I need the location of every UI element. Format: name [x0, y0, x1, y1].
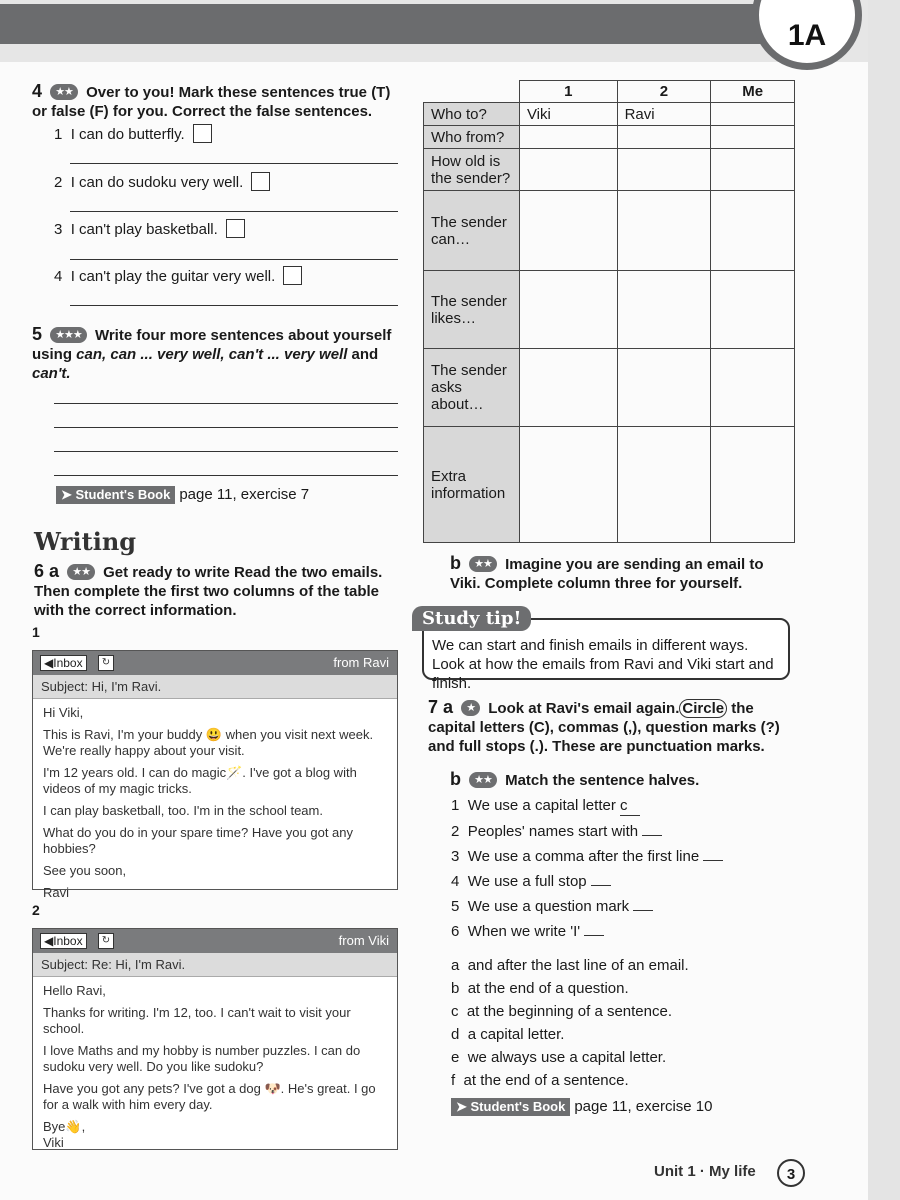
- row-label: Who to?: [424, 103, 520, 126]
- item-text: When we write 'I': [467, 923, 581, 940]
- students-book-reference: [56, 486, 309, 504]
- section-heading-writing: Writing: [34, 527, 137, 556]
- table-cell[interactable]: [519, 149, 617, 191]
- table-cell[interactable]: [711, 349, 795, 427]
- difficulty-stars: ★★: [67, 564, 95, 580]
- exercise-instruction: Over to you! Mark these sentences true (T) or false (F) for you. Correct the false sentences.: [32, 84, 391, 120]
- exercise-5: [32, 325, 392, 383]
- exercise-letter: b: [450, 769, 461, 789]
- item-text: I can't play the guitar very well.: [70, 268, 276, 285]
- email-body: [33, 699, 397, 913]
- exercise-number: 5: [32, 324, 43, 344]
- option-letter: d: [451, 1026, 460, 1043]
- unit-code: 1A: [787, 19, 827, 52]
- row-label: Extra information: [424, 427, 520, 543]
- ex4-item-2: [54, 172, 270, 192]
- table-cell[interactable]: [711, 149, 795, 191]
- option-letter: b: [451, 980, 460, 997]
- table-header-cell: 2: [617, 81, 711, 103]
- answer-line[interactable]: [70, 259, 398, 260]
- email-label: 2: [32, 902, 40, 918]
- match-item: [451, 821, 662, 841]
- instruction-italic: can't.: [32, 365, 71, 382]
- study-tip-tag: Study tip!: [412, 606, 531, 631]
- item-text: I can't play basketball.: [70, 221, 218, 238]
- email-line: Ravi: [43, 885, 70, 900]
- table-cell[interactable]: Ravi: [617, 103, 711, 126]
- ex4-item-3: [54, 219, 245, 239]
- inbox-button[interactable]: ◀Inbox: [40, 655, 87, 671]
- answer-line[interactable]: [70, 305, 398, 306]
- answer-blank[interactable]: [703, 846, 723, 861]
- email-1: [32, 650, 398, 900]
- option-letter: a: [451, 957, 460, 974]
- table-row: [424, 427, 795, 543]
- option-text: and after the last line of an email.: [467, 957, 689, 974]
- table-header-cell: Me: [711, 81, 795, 103]
- reference-text: page 11, exercise 10: [574, 1098, 713, 1115]
- refresh-icon[interactable]: ↻: [98, 933, 114, 949]
- table-cell[interactable]: [617, 427, 711, 543]
- footer-separator: ·: [699, 1163, 705, 1180]
- email-body: [33, 977, 397, 1163]
- answer-blank[interactable]: [584, 921, 604, 936]
- ex4-item-4: [54, 266, 302, 286]
- option-text: at the beginning of a sentence.: [466, 1003, 673, 1020]
- answer-line[interactable]: [70, 211, 398, 212]
- instruction-text: Imagine you are sending an email to Viki. Complete column three for yourself.: [450, 556, 764, 592]
- answer-blank[interactable]: [591, 871, 611, 886]
- true-false-checkbox[interactable]: [226, 219, 245, 238]
- answer-line[interactable]: [54, 475, 398, 476]
- item-number: 4: [54, 268, 63, 285]
- email-line: Hi Viki,: [43, 705, 84, 720]
- item-text: I can do sudoku very well.: [70, 174, 244, 191]
- option-letter: f: [451, 1072, 456, 1089]
- match-option: [451, 979, 629, 998]
- email-sender: from Ravi: [333, 655, 389, 670]
- instruction-italic: can, can ... very well, can't ... very well: [76, 346, 348, 363]
- table-cell[interactable]: Viki: [519, 103, 617, 126]
- students-book-tag: ➤ Student's Book: [56, 486, 175, 504]
- table-cell[interactable]: [711, 271, 795, 349]
- table-row: [424, 149, 795, 191]
- instruction-text: Look at Ravi's email again.: [488, 700, 680, 717]
- table-cell[interactable]: [711, 427, 795, 543]
- exercise-number: 7 a: [428, 697, 454, 717]
- students-book-reference: [451, 1098, 713, 1116]
- difficulty-stars: ★: [461, 700, 480, 716]
- match-option: [451, 956, 689, 975]
- exercise-7b: [450, 770, 699, 790]
- item-text: I can do butterfly.: [70, 126, 185, 143]
- email-label: 1: [32, 624, 40, 640]
- match-option: [451, 1025, 564, 1044]
- match-item: [451, 796, 640, 816]
- item-text: We use a question mark: [467, 898, 630, 915]
- table-cell[interactable]: [711, 126, 795, 149]
- email-toolbar: [33, 929, 397, 953]
- exercise-letter: b: [450, 553, 461, 573]
- item-number: 4: [451, 873, 460, 890]
- students-book-tag: ➤ Student's Book: [451, 1098, 570, 1116]
- reference-text: page 11, exercise 7: [179, 486, 310, 503]
- tag-label: Student's Book: [470, 1099, 566, 1114]
- row-label: How old is the sender?: [424, 149, 520, 191]
- option-text: at the end of a sentence.: [463, 1072, 629, 1089]
- email-line: See you soon,: [43, 863, 127, 878]
- difficulty-stars: ★★: [469, 556, 497, 572]
- option-text: we always use a capital letter.: [467, 1049, 667, 1066]
- answer-line[interactable]: [54, 451, 398, 452]
- email-subject: Subject: Re: Hi, I'm Ravi.: [33, 953, 397, 977]
- email-line: Hello Ravi,: [43, 983, 106, 998]
- table-cell[interactable]: [711, 103, 795, 126]
- answer-line[interactable]: [54, 427, 398, 428]
- table-cell[interactable]: [519, 126, 617, 149]
- item-text: We use a capital letter: [467, 797, 616, 814]
- true-false-checkbox[interactable]: [283, 266, 302, 285]
- match-item: [451, 921, 604, 941]
- match-item: [451, 846, 723, 866]
- row-label: Who from?: [424, 126, 520, 149]
- ex4-item-1: [54, 124, 212, 144]
- option-letter: e: [451, 1049, 460, 1066]
- page-number: 3: [777, 1159, 805, 1187]
- footer-unit: Unit 1: [654, 1163, 696, 1180]
- email-line: I love Maths and my hobby is number puzzles. I can do sudoku very well. Do you like sudoku?: [43, 1043, 361, 1074]
- exercise-7a: [428, 698, 788, 756]
- table-cell[interactable]: [617, 271, 711, 349]
- option-text: a capital letter.: [467, 1026, 565, 1043]
- instruction-text: Match the sentence halves.: [505, 772, 700, 789]
- table-row: [424, 103, 795, 126]
- item-number: 3: [451, 848, 460, 865]
- email-line: I'm 12 years old. I can do magic🪄. I've got a blog with videos of my magic tricks.: [43, 765, 357, 796]
- email-line: Thanks for writing. I'm 12, too. I can't wait to visit your school.: [43, 1005, 351, 1036]
- table-header-row: [424, 81, 795, 103]
- true-false-checkbox[interactable]: [193, 124, 212, 143]
- inbox-label: Inbox: [53, 934, 83, 948]
- table-header-cell: 1: [519, 81, 617, 103]
- match-option: [451, 1071, 629, 1090]
- option-letter: c: [451, 1003, 459, 1020]
- study-tip-text: We can start and finish emails in different ways. Look at how the emails from Ravi and Viki start and finish.: [432, 637, 774, 692]
- true-false-checkbox[interactable]: [251, 172, 270, 191]
- email-line: Bye👋,: [43, 1119, 86, 1134]
- table-cell[interactable]: [617, 349, 711, 427]
- row-label: The sender can…: [424, 191, 520, 271]
- item-number: 3: [54, 221, 63, 238]
- instruction-text: the capital letters (C), commas (,), question marks (?) and full stops (.). These are punctuation marks.: [428, 700, 780, 755]
- circled-word: Circle: [679, 699, 727, 718]
- answer-blank[interactable]: [633, 896, 653, 911]
- exercise-number: 4: [32, 81, 43, 101]
- row-label: The sender asks about…: [424, 349, 520, 427]
- answer-line[interactable]: [54, 403, 398, 404]
- table-row: [424, 191, 795, 271]
- item-text: We use a comma after the first line: [467, 848, 700, 865]
- match-item: [451, 896, 653, 916]
- exercise-number: 6 a: [34, 561, 60, 581]
- item-number: 2: [54, 174, 63, 191]
- email-2: [32, 928, 398, 1150]
- item-number: 1: [451, 797, 460, 814]
- match-option: [451, 1002, 672, 1021]
- table-cell[interactable]: [519, 349, 617, 427]
- email-info-table: [423, 80, 795, 543]
- option-text: at the end of a question.: [467, 980, 629, 997]
- table-cell[interactable]: [519, 191, 617, 271]
- table-cell[interactable]: [617, 191, 711, 271]
- difficulty-stars: ★★: [469, 772, 497, 788]
- email-line: Have you got any pets? I've got a dog 🐶. He's great. I go for a walk with him every day.: [43, 1081, 376, 1112]
- item-number: 1: [54, 126, 63, 143]
- answer-blank[interactable]: [642, 821, 662, 836]
- refresh-icon[interactable]: ↻: [98, 655, 114, 671]
- email-line: I can play basketball, too. I'm in the school team.: [43, 803, 323, 818]
- table-row: [424, 271, 795, 349]
- email-subject: Subject: Hi, I'm Ravi.: [33, 675, 397, 699]
- footer-title: My life: [709, 1163, 756, 1180]
- exercise-4: [32, 82, 402, 121]
- table-cell[interactable]: [617, 126, 711, 149]
- page-footer: [654, 1163, 756, 1180]
- answer-line[interactable]: [70, 163, 398, 164]
- item-number: 5: [451, 898, 460, 915]
- match-item: [451, 871, 611, 891]
- inbox-button[interactable]: ◀Inbox: [40, 933, 87, 949]
- table-header-cell: [424, 81, 520, 103]
- item-text: We use a full stop: [467, 873, 587, 890]
- item-number: 6: [451, 923, 460, 940]
- item-text: Peoples' names start with: [467, 823, 639, 840]
- difficulty-stars: ★★: [50, 84, 78, 100]
- inbox-label: Inbox: [53, 656, 83, 670]
- header-stripe: [0, 4, 780, 44]
- row-label: The sender likes…: [424, 271, 520, 349]
- email-line: This is Ravi, I'm your buddy 😃 when you visit next week. We're really happy about your visit.: [43, 727, 374, 758]
- email-toolbar: [33, 651, 397, 675]
- table-cell[interactable]: [617, 149, 711, 191]
- instruction-text: and: [351, 346, 379, 363]
- email-sender: from Viki: [338, 933, 389, 948]
- answer-blank[interactable]: c: [620, 796, 640, 816]
- table-cell[interactable]: [519, 271, 617, 349]
- email-line: What do you do in your spare time? Have you got any hobbies?: [43, 825, 354, 856]
- table-row: [424, 126, 795, 149]
- instruction-text: Write four more sentences about yourself using: [32, 327, 392, 363]
- exercise-6a: [34, 562, 384, 620]
- difficulty-stars: ★★★: [50, 327, 87, 343]
- table-cell[interactable]: [519, 427, 617, 543]
- item-number: 2: [451, 823, 460, 840]
- table-row: [424, 349, 795, 427]
- match-option: [451, 1048, 666, 1067]
- page-edge: [868, 0, 900, 1200]
- table-cell[interactable]: [711, 191, 795, 271]
- instruction-text: Get ready to write Read the two emails. Then complete the first two columns of the table with the correct information.: [34, 564, 383, 619]
- exercise-6b: [450, 554, 790, 593]
- email-line: Viki: [43, 1135, 64, 1150]
- tag-label: Student's Book: [75, 487, 171, 502]
